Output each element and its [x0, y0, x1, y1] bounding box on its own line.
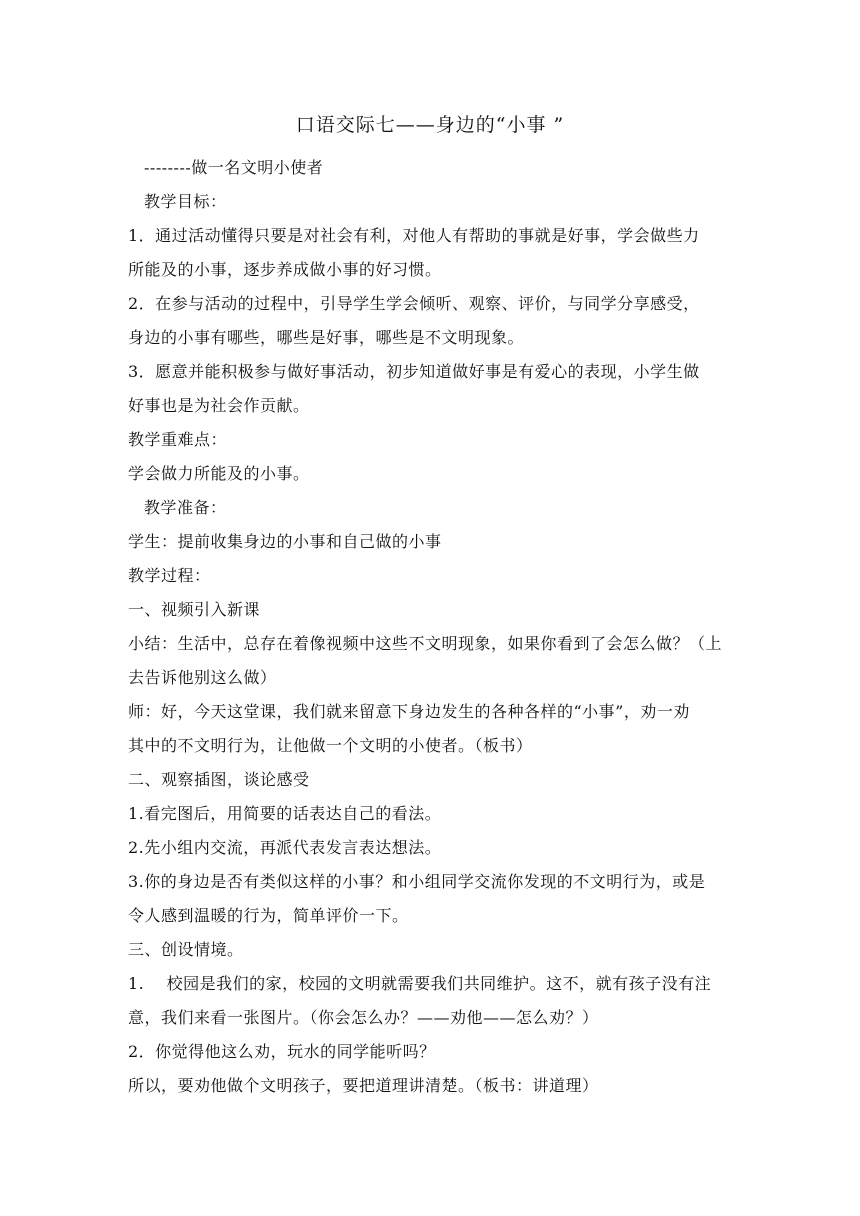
section-1-heading: 一、视频引入新课 [128, 600, 261, 619]
goal-2-line-1: 2．在参与活动的过程中，引导学生学会倾听、观察、评价，与同学分享感受， [128, 294, 700, 313]
goal-3-line-2: 好事也是为社会作贡献。 [128, 396, 310, 415]
section-1-paragraph-1-line-2: 去告诉他别这么做） [128, 668, 277, 687]
goals-heading: 教学目标： [144, 192, 227, 211]
process-heading: 教学过程： [128, 566, 211, 585]
goal-1-line-1: 1．通过活动懂得只要是对社会有利，对他人有帮助的事就是好事，学会做些力 [128, 226, 700, 245]
section-1-paragraph-2-line-1: 师：好，今天这堂课，我们就来留意下身边发生的各种各样的“小事”，劝一劝 [128, 702, 690, 721]
goal-2-line-2: 身边的小事有哪些，哪些是好事，哪些是不文明现象。 [128, 328, 525, 347]
section-2-item-3-line-2: 令人感到温暖的行为，简单评价一下。 [128, 906, 409, 925]
goal-3-line-1: 3．愿意并能积极参与做好事活动，初步知道做好事是有爱心的表现，小学生做 [128, 362, 700, 381]
prep-text: 学生：提前收集身边的小事和自己做的小事 [128, 532, 442, 551]
section-2-item-1: 1.看完图后，用简要的话表达自己的看法。 [128, 804, 442, 823]
prep-heading: 教学准备： [144, 498, 227, 517]
document-title: 口语交际七——身边的“小事 ” [295, 114, 565, 136]
section-3-heading: 三、创设情境。 [128, 940, 244, 959]
section-3-item-2: 2．你觉得他这么劝，玩水的同学能听吗？ [128, 1042, 436, 1061]
subtitle: --------做一名文明小使者 [144, 158, 324, 177]
section-1-paragraph-1-line-1: 小结：生活中，总存在着像视频中这些不文明现象，如果你看到了会怎么做？（上 [128, 634, 723, 653]
section-3-item-3: 所以，要劝他做个文明孩子，要把道理讲清楚。（板书：讲道理） [128, 1076, 599, 1095]
section-2-item-3-line-1: 3.你的身边是否有类似这样的小事？和小组同学交流你发现的不文明行为，或是 [128, 872, 706, 891]
section-1-paragraph-2-line-2: 其中的不文明行为，让他做一个文明的小使者。（板书） [128, 736, 533, 755]
section-3-item-1-line-1: 1. 校园是我们的家，校园的文明就需要我们共同维护。这不，就有孩子没有注 [128, 974, 712, 993]
key-text: 学会做力所能及的小事。 [128, 464, 310, 483]
document-body [128, 151, 740, 1103]
section-3-item-1-line-2: 意，我们来看一张图片。（你会怎么办？——劝他——怎么劝？） [128, 1008, 599, 1027]
key-heading: 教学重难点： [128, 430, 228, 449]
goal-1-line-2: 所能及的小事，逐步养成做小事的好习惯。 [128, 260, 442, 279]
section-2-heading: 二、观察插图，谈论感受 [128, 770, 310, 789]
section-2-item-2: 2.先小组内交流，再派代表发言表达想法。 [128, 838, 442, 857]
